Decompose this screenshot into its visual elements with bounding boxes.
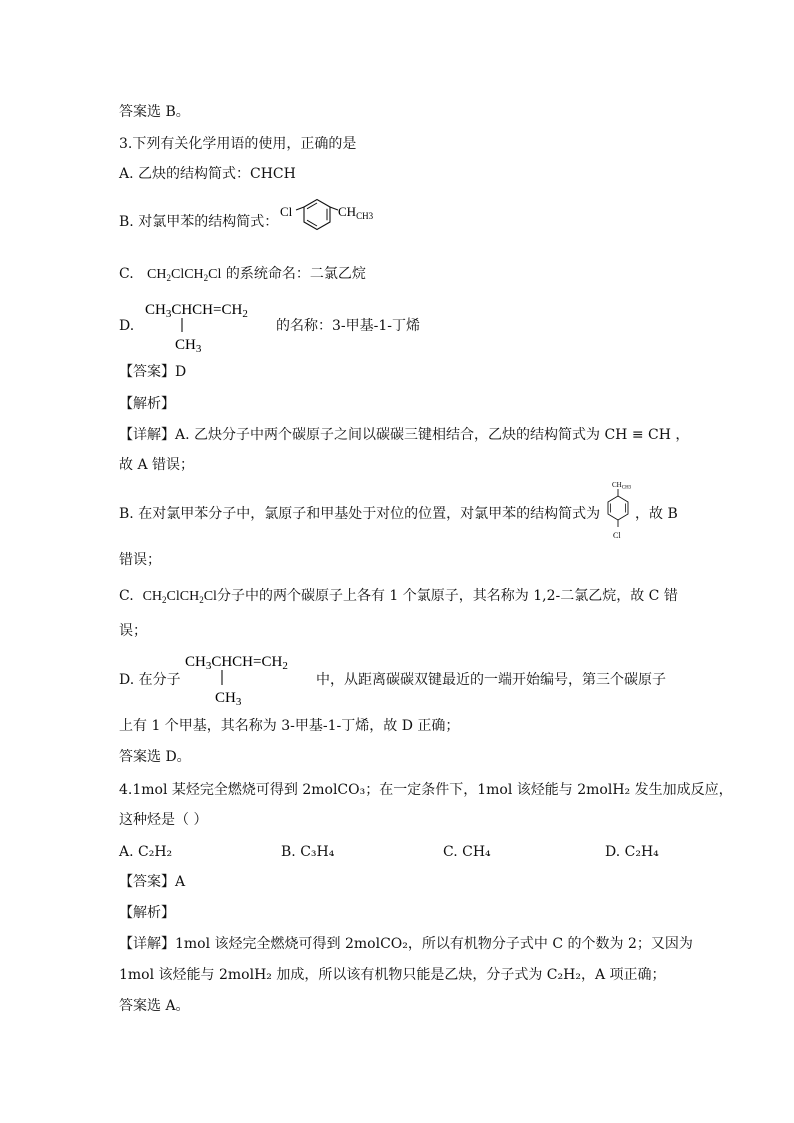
q3-option-b-text: B. 对氯甲苯的结构简式： [119, 214, 279, 230]
svg-text:CH3CHCH=CH2: $CH_3CHCH=CH_2$ [145, 302, 248, 320]
q3-detail-d-structure [185, 650, 320, 708]
q3-option-d-structure [145, 298, 280, 354]
svg-text:CH3: $CH_3$ [175, 337, 202, 354]
q3-option-b-structure [280, 196, 390, 246]
previous-answer: 答案选 B。 [119, 104, 190, 120]
q3-analysis-heading: 【解析】 [119, 396, 175, 412]
question-4-stem-line1: 4.1mol 某烃完全燃烧可得到 2molCO₃；在一定条件下，1mol 该烃能与 2molH₂ 发生加成反应， [119, 782, 733, 798]
methyl-label: $CH_{CH3}$ [338, 204, 374, 221]
q3-detail-a-line2: 故 A 错误； [119, 457, 195, 473]
svg-text:Cl: Cl [613, 531, 621, 540]
q4-detail-line2: 1mol 该烃能与 2molH₂ 加成，所以该有机物只能是乙炔，分子式为 C₂H₂，A 项正确； [119, 967, 666, 983]
q3-final-answer: 答案选 D。 [119, 749, 191, 765]
q3-option-d-suffix: 的名称：3-甲基-1-丁烯 [276, 318, 421, 334]
q3-detail-c-line1: C. $CH_2ClCH_2Cl$分子中的两个碳原子上各有 1 个氯原子，其名称为 1,2-二氯乙烷，故 C 错 [119, 588, 678, 605]
q3-detail-b-line2: 错误； [119, 552, 161, 568]
q3-answer: 【答案】D [119, 364, 187, 380]
svg-text:CHCH3: $CH_{CH3}$ [612, 481, 632, 491]
q3-detail-d-prefix: D. 在分子 [119, 672, 181, 688]
q4-analysis-heading: 【解析】 [119, 905, 175, 921]
dichloroethane-formula-detail: $CH_2ClCH_2Cl$ [142, 589, 217, 605]
q3-option-c: C. $CH_2ClCH_2Cl$ 的系统命名：二氯乙烷 [119, 266, 366, 283]
q4-detail-line1: 【详解】1mol 该烃完全燃烧可得到 2molCO₂，所以有机物分子式中 C 的个数为 2；又因为 [119, 936, 693, 952]
svg-text:CH3CHCH=CH2: $CH_3CHCH=CH_2$ [185, 654, 288, 672]
q4-final-answer: 答案选 A。 [119, 998, 190, 1014]
svg-text:CH3: $CH_3$ [215, 690, 242, 708]
dichloroethane-formula: $CH_2ClCH_2Cl$ [147, 267, 222, 283]
q3-detail-b-structure [601, 477, 635, 543]
chlorine-label: Cl [280, 204, 293, 219]
q3-option-d-label: D. [119, 318, 135, 334]
q4-option-a: A. C₂H₂ [119, 844, 173, 860]
q3-option-a: A. 乙炔的结构简式：CHCH [119, 166, 296, 182]
q3-detail-b-suffix: ，故 B [635, 506, 678, 522]
q4-option-b: B. C₃H₄ [281, 844, 335, 860]
q4-answer: 【答案】A [119, 874, 186, 890]
q4-option-d: D. C₂H₄ [605, 844, 659, 860]
q3-detail-d-line2: 上有 1 个甲基，其名称为 3-甲基-1-丁烯，故 D 正确； [119, 718, 460, 734]
q3-detail-d-suffix: 中，从距离碳碳双键最近的一端开始编号，第三个碳原子 [316, 672, 666, 688]
q3-detail-c-line2: 误； [119, 623, 147, 639]
q4-option-c: C. CH₄ [443, 844, 491, 860]
question-3-stem: 3.下列有关化学用语的使用，正确的是 [119, 136, 357, 152]
q3-detail-b-line1: B. 在对氯甲苯分子中，氯原子和甲基处于对位的位置，对氯甲苯的结构简式为 [119, 506, 601, 522]
q3-detail-a-line1: 【详解】A. 乙炔分子中两个碳原子之间以碳碳三键相结合，乙炔的结构简式为 CH ≡ CH ， [119, 427, 690, 443]
question-4-stem-line2: 这种烃是（ ） [119, 812, 208, 828]
